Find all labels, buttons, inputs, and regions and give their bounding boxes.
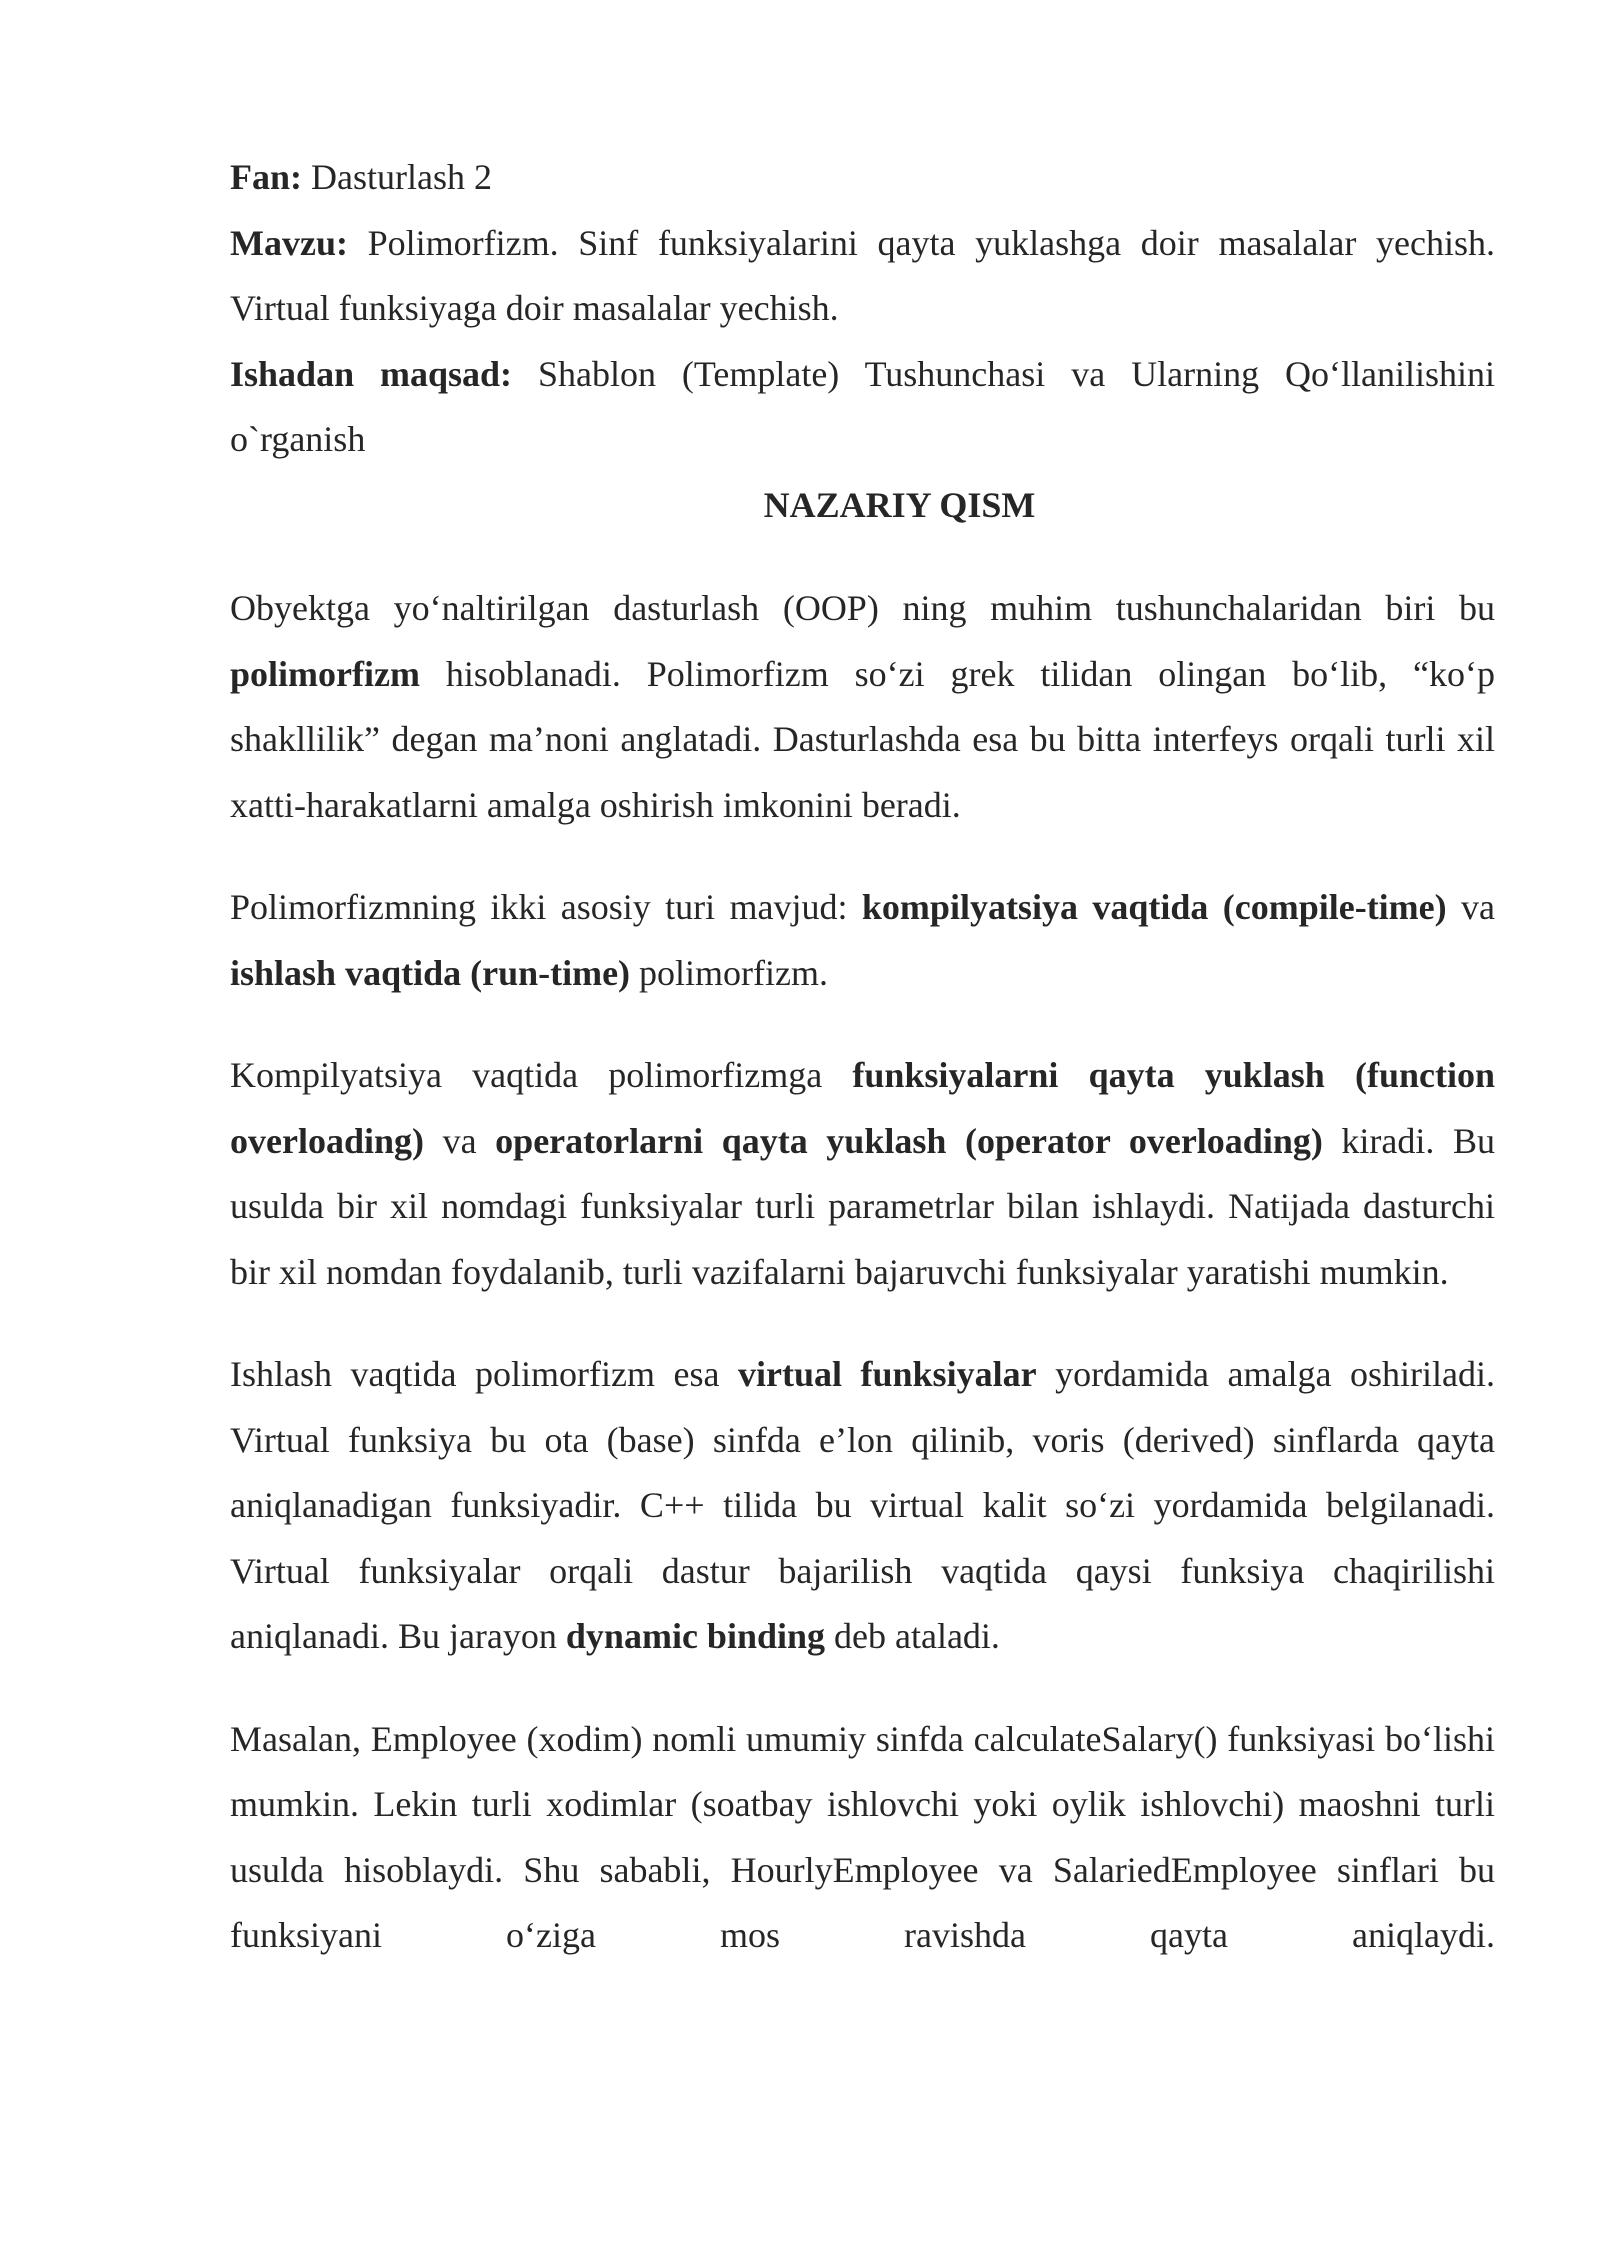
- topic-label: Mavzu:: [230, 222, 348, 263]
- paragraph-employee-example: [230, 1707, 1495, 1969]
- goal-label: Ishadan maqsad:: [230, 353, 513, 394]
- topic-line: [230, 211, 1495, 342]
- paragraph-text: hisoblanadi. Polimorfizm so‘zi grek tilidan olingan bo‘lib, “ko‘p shakllilik” degan ma’noni anglatadi. Dasturlashda esa bu bitta interfeys orqali turli xil xatti-harakatlarni amalga oshirish imkonini beradi.: [230, 653, 1495, 825]
- paragraph-compile-time: [230, 1043, 1495, 1305]
- paragraph-run-time: [230, 1342, 1495, 1670]
- paragraph-bold-term: ishlash vaqtida (run-time): [230, 952, 631, 993]
- goal-value: Shablon (Template) Tushunchasi va Ularning Qo‘llanilishini o`rganish: [230, 353, 1495, 459]
- subject-value: Dasturlash 2: [302, 157, 492, 197]
- paragraph-polymorphism-types: [230, 875, 1495, 1006]
- document-body: [230, 145, 1495, 1969]
- paragraph-text: Polimorfizmning ikki asosiy turi mavjud:: [230, 887, 862, 927]
- paragraph-bold-term: kompilyatsiya vaqtida (compile-time): [861, 887, 1447, 927]
- paragraph-oop-intro: [230, 576, 1495, 838]
- paragraph-text: polimorfizm.: [630, 952, 829, 993]
- paragraph-text: Masalan, Employee (xodim) nomli umumiy sinfda calculateSalary() funksiyasi bo‘lishi mumkin. Lekin turli xodimlar (soatbay ishlovchi yoki oylik ishlovchi) maoshni turli usulda hisoblaydi. Shu sababli, HourlyEmployee va SalariedEmployee sinflari bu funksiyani o‘ziga mos ravishda qayta aniqlaydi.: [230, 1718, 1495, 1955]
- topic-value: Polimorfizm. Sinf funksiyalarini qayta yuklashga doir masalalar yechish. Virtual funksiyaga doir masalalar yechish.: [230, 222, 1495, 328]
- paragraph-bold-term: virtual funksiyalar: [737, 1354, 1037, 1394]
- paragraph-text: va: [1446, 887, 1496, 927]
- paragraph-text: kiradi. Bu usulda bir xil nomdagi funksiyalar turli parametrlar bilan ishlaydi. Natijada dasturchi bir xil nomdan foydalanib, turli vazifalarni bajaruvchi funksiyalar yaratishi mumkin.: [230, 1120, 1496, 1292]
- paragraph-bold-term: dynamic binding: [565, 1616, 826, 1656]
- goal-line: [230, 342, 1495, 473]
- paragraph-text: Obyektga yo‘naltirilgan dasturlash (OOP) ning muhim tushunchalaridan biri bu: [230, 588, 1495, 628]
- subject-line: [230, 145, 1495, 211]
- paragraph-text: va: [424, 1120, 496, 1161]
- paragraph-text: yordamida amalga oshiriladi. Virtual funksiya bu ota (base) sinfda e’lon qilinib, voris (derived) sinflarda qayta aniqlanadigan funksiyadir. C++ tilida bu virtual kalit so‘zi yordamida belgilanadi. Virtual funksiyalar orqali dastur bajarilish vaqtida qaysi funksiya chaqirilishi aniqlanadi. Bu jarayon: [230, 1354, 1495, 1656]
- paragraph-bold-term: polimorfizm: [230, 653, 420, 694]
- subject-label: Fan:: [230, 157, 302, 197]
- paragraph-text: Kompilyatsiya vaqtida polimorfizmga: [230, 1055, 853, 1095]
- paragraph-text: Ishlash vaqtida polimorfizm esa: [230, 1354, 738, 1394]
- section-title: NAZARIY QISM: [763, 484, 1036, 525]
- paragraph-bold-term: funksiyalarni qayta yuklash (function overloading): [230, 1055, 1495, 1161]
- paragraph-text: deb ataladi.: [825, 1616, 1000, 1656]
- paragraph-bold-term: operatorlarni qayta yuklash (operator overloading): [495, 1120, 1323, 1161]
